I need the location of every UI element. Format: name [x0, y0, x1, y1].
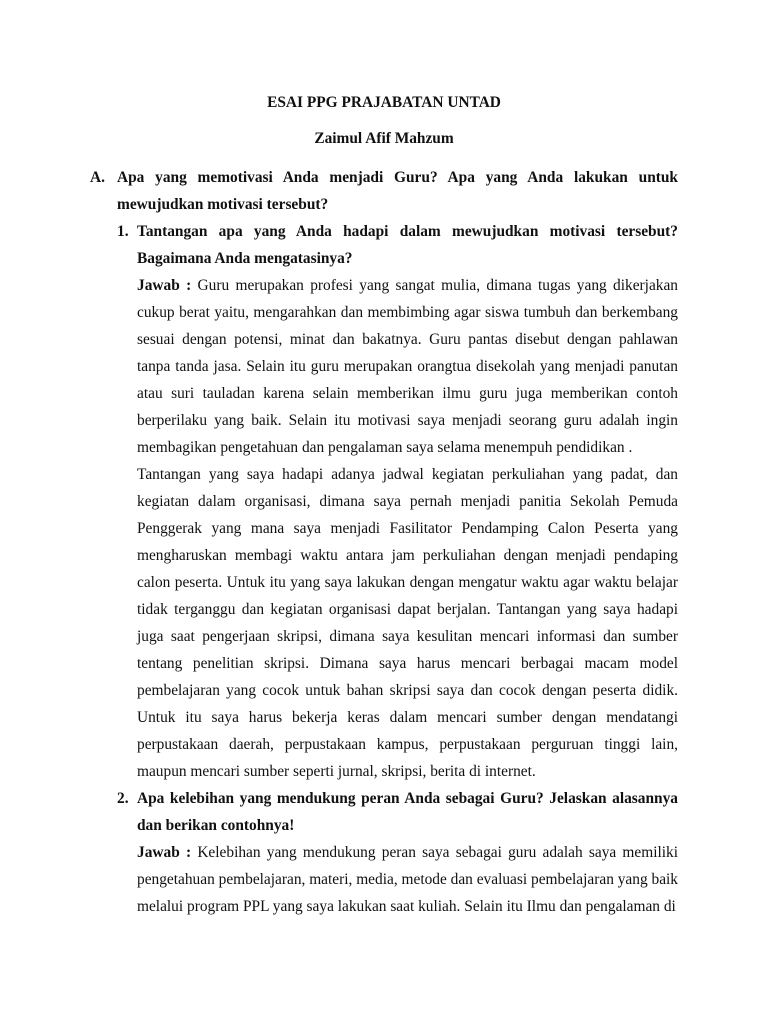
answer-text: Guru merupakan profesi yang sangat mulia, dimana tugas yang dikerjakan cukup berat yaitu, mengarahkan dan membimbing agar siswa tumbuh dan berkembang sesuai dengan potensi, minat dan bakatnya. Guru pantas disebut dengan pahlawan tanpa tanda jasa. Selain itu guru merupakan orangtua disekolah yang menjadi panutan atau suri tauladan karena selain memberikan ilmu guru juga memberikan contoh berperilaku yang baik. Selain itu motivasi saya menjadi seorang guru adalah ingin membagikan pengetahuan dan pengalaman saya selama menempuh pendidikan . — [137, 277, 678, 456]
answer-text: Kelebihan yang mendukung peran saya sebagai guru adalah saya memiliki pengetahuan pembelajaran, materi, media, metode dan evaluasi pembelajaran yang baik melalui program PPL yang saya lakukan saat kuliah. Selain itu Ilmu dan pengalaman di — [137, 844, 679, 915]
section-marker: A. — [90, 169, 105, 186]
section-a — [90, 164, 678, 920]
answer-label: Jawab : — [137, 844, 192, 861]
item-question: Tantangan apa yang Anda hadapi dalam mewujudkan motivasi tersebut? Bagaimana Anda mengatasinya? — [137, 223, 678, 267]
question-item-1 — [117, 218, 678, 785]
item-marker: 2. — [117, 790, 129, 807]
answer-label: Jawab : — [137, 277, 192, 294]
answer-paragraph — [137, 272, 678, 461]
answer-paragraph-2: Tantangan yang saya hadapi adanya jadwal kegiatan perkuliahan yang padat, dan kegiatan dalam organisasi, dimana saya pernah menjadi panitia Sekolah Pemuda Penggerak yang mana saya menjadi Fasilitator Pendamping Calon Peserta yang mengharuskan membagi waktu antara jam perkuliahan dengan menjadi pendaping calon peserta. Untuk itu yang saya lakukan dengan mengatur waktu agar waktu belajar tidak terganggu dan kegiatan organisasi dapat berjalan. Tantangan yang saya hadapi juga saat pengerjaan skripsi, dimana saya kesulitan mencari informasi dan sumber tentang penelitian skripsi. Dimana saya harus mencari berbagai macam model pembelajaran yang cocok untuk bahan skripsi saya dan cocok dengan peserta didik. Untuk itu saya harus bekerja keras dalam mencari sumber dengan mendatangi perpustakaan daerah, perpustakaan kampus, perpustakaan perguruan tinggi lain, maupun mencari sumber seperti jurnal, skripsi, berita di internet. — [137, 466, 678, 780]
item-question: Apa kelebihan yang mendukung peran Anda sebagai Guru? Jelaskan alasannya dan berikan contohnya! — [137, 790, 678, 834]
document-title: ESAI PPG PRAJABATAN UNTAD — [267, 94, 501, 111]
item-marker: 1. — [117, 223, 129, 240]
section-question: Apa yang memotivasi Anda menjadi Guru? Apa yang Anda lakukan untuk mewujudkan motivasi tersebut? — [117, 169, 678, 213]
question-item-2 — [117, 785, 678, 920]
answer-paragraph — [137, 839, 678, 920]
author-name: Zaimul Afif Mahzum — [314, 130, 454, 147]
